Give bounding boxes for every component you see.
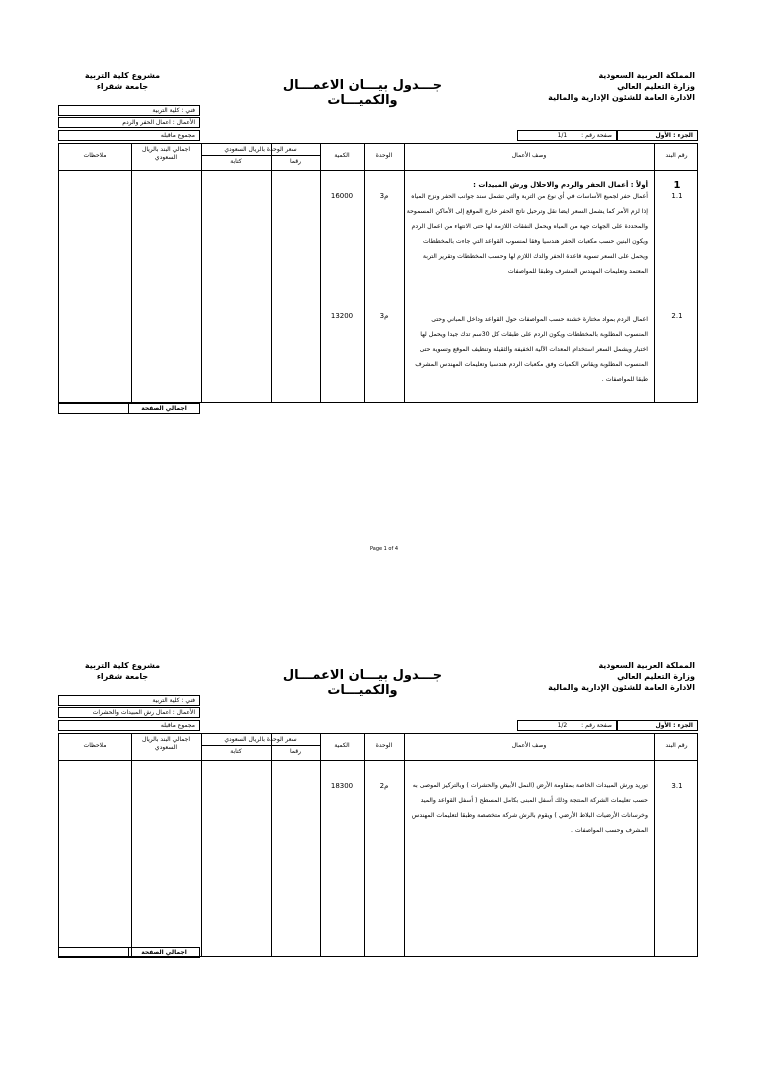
item-quantity: 13200 — [330, 312, 354, 320]
page-label: صفحة رقم : — [581, 722, 612, 729]
boq-table — [58, 143, 698, 403]
part-box — [617, 720, 698, 731]
boq-table — [58, 733, 698, 957]
department-name: الادارة العامة للشئون الإدارية والمالية — [548, 93, 695, 102]
item-quantity: 16000 — [330, 192, 354, 200]
page-ref: 1/2 — [557, 722, 568, 729]
project-name: مشروع كلية التربية — [84, 661, 161, 670]
col-notes: ملاحظات — [83, 742, 107, 749]
works-box — [58, 707, 200, 718]
page-total-label: اجمالي الصفحة — [128, 404, 199, 413]
col-quantity: الكمية — [334, 742, 350, 749]
part-label: الجزء : الأول — [655, 722, 693, 729]
item-number: 2.1 — [671, 312, 683, 320]
kingdom-name: المملكة العربية السعودية — [598, 661, 695, 670]
page-ref-box — [517, 720, 617, 731]
item-description: اعمال الردم بمواد مختارة خشنة حسب المواصفات حول القواعد وداخل المباني وحتى المنسوب المطلوبة بالمخططات ويكون الردم على طبقات كل 30سم تدك جيدا ويحمل لها اختبار ويشمل السعر استخدام المعدات الآلية الخفيفة والثقيلة وتنظيف الموقع وتسوية حتى المنسوب المطلوبة ويقاس الكميات وفق مكعبات الردم هندسيا وتعليمات المهندس المشرف طبقا للمواصفات . — [415, 316, 648, 383]
ministry-name: وزارة التعليم العالي — [617, 82, 695, 91]
item-number: 1.1 — [671, 192, 683, 200]
university-name: جامعة شقراء — [96, 672, 149, 681]
part-box — [617, 130, 698, 141]
ministry-name: وزارة التعليم العالي — [617, 672, 695, 681]
col-quantity: الكمية — [334, 152, 350, 159]
university-name: جامعة شقراء — [96, 82, 149, 91]
carried-total-label: مجموع ماقبله — [160, 132, 195, 139]
col-price-words: كتابة — [230, 158, 242, 165]
col-total: اجمالي البند بالريال السعودي — [141, 736, 191, 751]
col-price-digits: رقما — [289, 748, 302, 755]
page-total-label: اجمالي الصفحة — [128, 948, 199, 957]
col-total: اجمالي البند بالريال السعودي — [141, 146, 191, 161]
item-unit: م3 — [379, 192, 389, 200]
page-ref: 1/1 — [557, 132, 568, 139]
section-label: فني : كلية التربية — [152, 107, 195, 114]
col-unit-price: سعر الوحدة بالريال السعودي — [224, 736, 297, 743]
col-unit-price: سعر الوحدة بالريال السعودي — [224, 146, 297, 153]
col-unit: الوحدة — [375, 152, 393, 159]
item-description: توريد ورش المبيدات الخاصة بمقاومة الأرض (النمل الأبيض والحشرات ) وبالتركيز الموصى به حسب تعليمات الشركة المنتجة وذلك أسفل المبنى بكامل المسطح ( أسفل القواعد والميد وخرسانات الأرضيات البلاط الأرضي ) ويقوم بالرش شركة متخصصة وطبقا لتعليمات المهندس المشرف وحسب المواصفات . — [411, 782, 648, 834]
carried-total-label: مجموع ماقبله — [160, 722, 195, 729]
col-price-words: كتابة — [230, 748, 242, 755]
works-name: اعمال الحفر والردم — [122, 119, 171, 126]
works-box — [58, 117, 200, 128]
works-label: الأعمال : — [172, 119, 195, 126]
section-label: فني : كلية التربية — [152, 697, 195, 704]
item-unit: م3 — [379, 312, 389, 320]
boq-page-2 — [0, 652, 768, 1072]
col-price-digits: رقما — [289, 158, 302, 165]
item-unit: م2 — [379, 782, 389, 790]
page-label: صفحة رقم : — [581, 132, 612, 139]
department-name: الادارة العامة للشئون الإدارية والمالية — [548, 683, 695, 692]
col-unit: الوحدة — [375, 742, 393, 749]
carried-total-box — [58, 130, 200, 141]
section-box — [58, 695, 200, 706]
document-title: جـــدول بيـــان الاعمـــال والكميـــات — [282, 668, 443, 698]
carried-total-box — [58, 720, 200, 731]
document-title: جـــدول بيـــان الاعمـــال والكميـــات — [282, 78, 443, 108]
item-description: أعمال حفر لجميع الأساسات في أي نوع من التربة والتي تشمل سند جوانب الحفر ونزح المياه إذا لزم الأمر كما يشمل السعر ايضا نقل وترحيل ناتج الحفر خارج الموقع إلى الأماكن المسموحة والمحددة على الجهات جهة من المياه ويحمل النفقات اللازمة لها حتى الانتهاء من اعمال الردم ويكون البنين حسب مكعبات الحفر هندسيا وفقا لمنسوب القواعد التي جاءت بالمخططات ويحمل على السعر تسوية قاعدة الحفر والدك اللازم لها وحسب المخططات وتقرير التربة المعتمد وتعليمات المهندس المشرف وطبقا للمواصفات — [406, 193, 648, 275]
works-name: اعمال رش المبيدات والحشرات — [92, 709, 171, 716]
col-description: وصف الأعمال — [511, 152, 547, 159]
works-label: الأعمال : — [172, 709, 195, 716]
header-project — [80, 660, 165, 682]
page-indicator: Page 1 of 4 — [369, 546, 399, 552]
header-project — [80, 70, 165, 92]
section-box — [58, 105, 200, 116]
group-number: 1 — [673, 180, 681, 191]
kingdom-name: المملكة العربية السعودية — [598, 71, 695, 80]
page-total-box — [58, 947, 200, 958]
project-name: مشروع كلية التربية — [84, 71, 161, 80]
item-quantity: 18300 — [330, 782, 354, 790]
col-notes: ملاحظات — [83, 152, 107, 159]
part-label: الجزء : الأول — [655, 132, 693, 139]
header-authority — [545, 660, 695, 693]
page-total-box — [58, 403, 200, 414]
item-number: 3.1 — [671, 782, 683, 790]
page-ref-box — [517, 130, 617, 141]
col-description: وصف الأعمال — [511, 742, 547, 749]
group-title: أولاً : أعمال الحفر والردم والاحلال ورش المبيدات : — [473, 181, 648, 189]
header-authority — [545, 70, 695, 103]
boq-page-1 — [0, 62, 768, 482]
col-item-no: رقم البند — [665, 152, 688, 159]
col-item-no: رقم البند — [665, 742, 688, 749]
